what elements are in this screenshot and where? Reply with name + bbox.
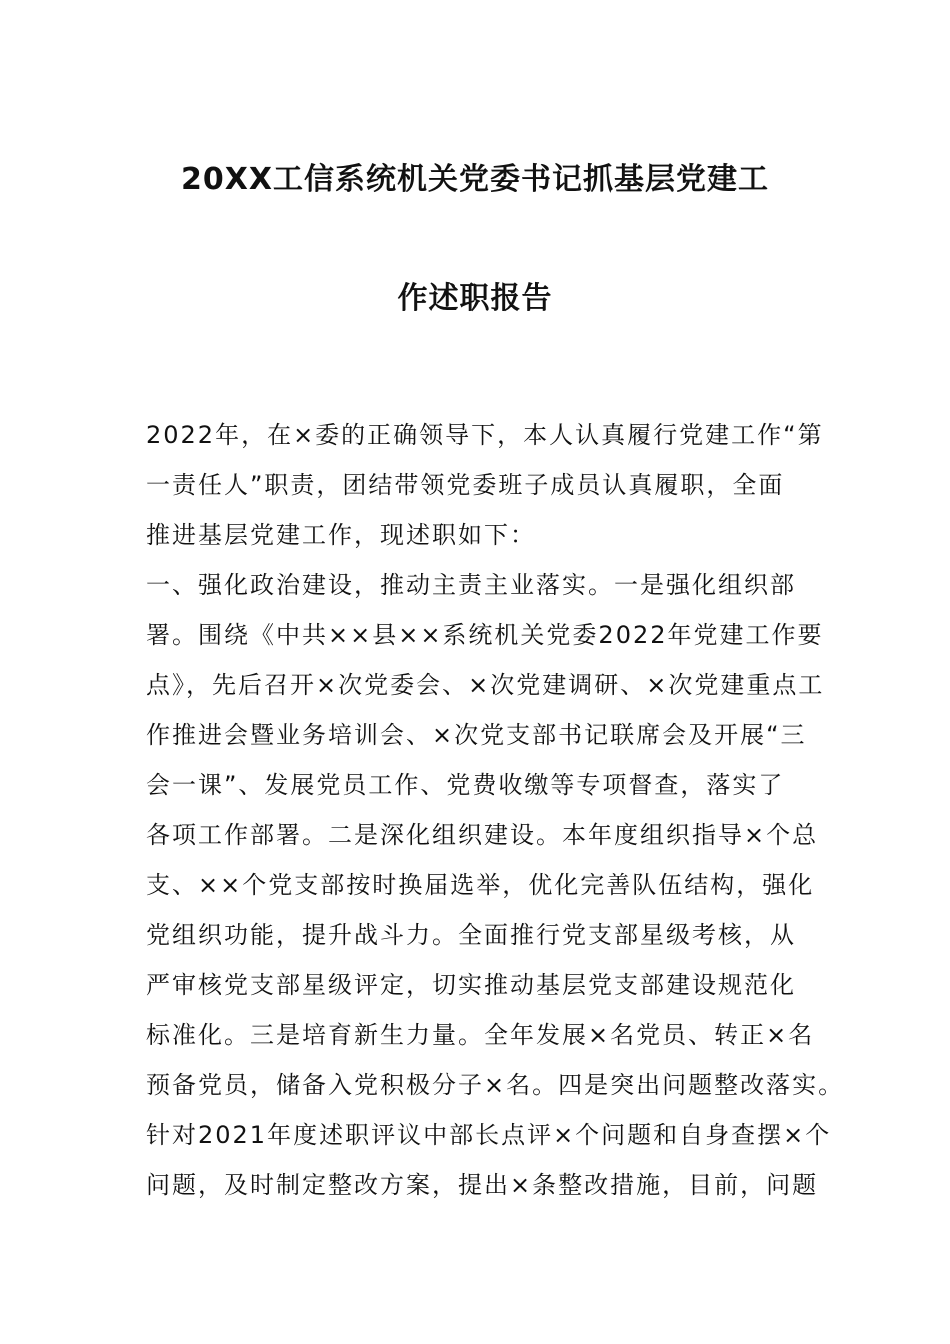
body-line: 各项工作部署。二是深化组织建设。本年度组织指导×个总 xyxy=(146,821,819,849)
body-line: 2022年，在×委的正确领导下，本人认真履行党建工作“第 xyxy=(146,421,824,449)
body-line: 推进基层党建工作，现述职如下： xyxy=(146,521,536,549)
document-title-line-2: 作述职报告 xyxy=(397,281,553,316)
body-line: 针对2021年度述职评议中部长点评×个问题和自身查摆×个 xyxy=(146,1121,832,1149)
document-body xyxy=(146,410,845,1210)
body-line: 一、强化政治建设，推动主责主业落实。一是强化组织部 xyxy=(146,571,796,599)
body-line: 标准化。三是培育新生力量。全年发展×名党员、转正×名 xyxy=(146,1021,815,1049)
body-line: 点》，先后召开×次党委会、×次党建调研、×次党建重点工 xyxy=(146,671,825,699)
body-line: 党组织功能，提升战斗力。全面推行党支部星级考核，从 xyxy=(146,921,796,949)
body-line: 作推进会暨业务培训会、×次党支部书记联席会及开展“三 xyxy=(146,721,807,749)
body-line: 支、××个党支部按时换届选举，优化完善队伍结构，强化 xyxy=(146,871,815,899)
body-line: 预备党员，储备入党积极分子×名。四是突出问题整改落实。 xyxy=(146,1071,845,1099)
body-line: 严审核党支部星级评定，切实推动基层党支部建设规范化 xyxy=(146,971,796,999)
document-title-line-1: 20XX工信系统机关党委书记抓基层党建工 xyxy=(180,162,769,197)
body-line: 署。围绕《中共××县××系统机关党委2022年党建工作要 xyxy=(146,621,824,649)
body-line: 一责任人”职责，团结带领党委班子成员认真履职，全面 xyxy=(146,471,785,499)
body-line: 问题，及时制定整改方案，提出×条整改措施，目前，问题 xyxy=(146,1171,819,1199)
body-line: 会一课”、发展党员工作、党费收缴等专项督查，落实了 xyxy=(146,771,785,799)
